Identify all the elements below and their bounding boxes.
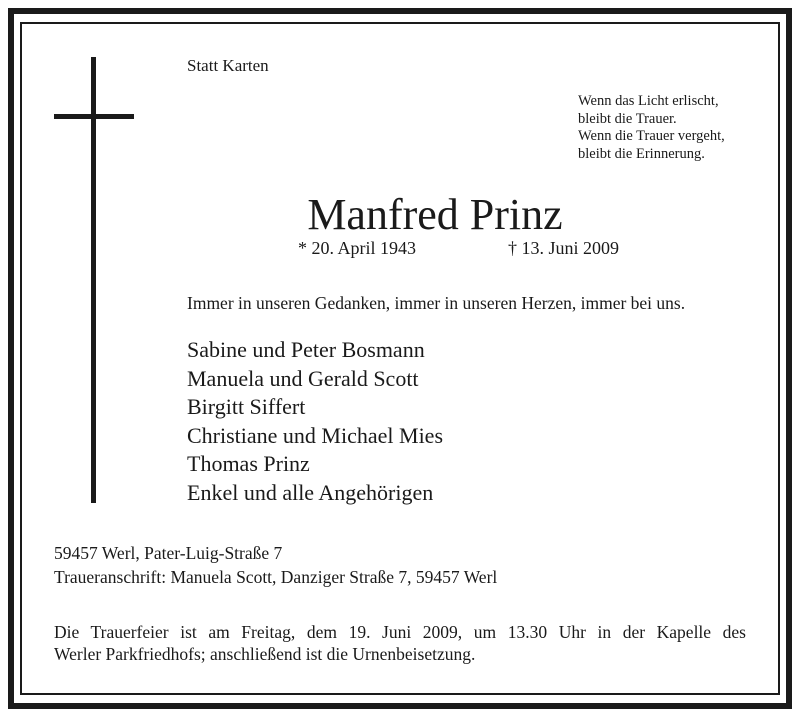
funeral-notice-line: Werler Parkfriedhofs; anschließend ist die Urnenbeisetzung. <box>54 644 476 664</box>
cross-horizontal-bar <box>54 114 134 119</box>
mourner-entry: Christiane und Michael Mies <box>187 422 444 448</box>
condolence-address: Traueranschrift: Manuela Scott, Danziger Straße 7, 59457 Werl <box>54 567 498 587</box>
mourner-entry: Birgitt Siffert <box>187 394 306 419</box>
address-block <box>54 541 497 589</box>
birth-date: * 20. April 1943 <box>298 238 417 258</box>
statt-karten-note: Statt Karten <box>187 56 269 75</box>
mourner-entry: Thomas Prinz <box>187 451 310 476</box>
poem <box>578 93 725 163</box>
memorial-motto: Immer in unseren Gedanken, immer in unseren Herzen, immer bei uns. <box>187 293 686 313</box>
mourner-entry: Manuela und Gerald Scott <box>187 365 419 391</box>
poem-line: bleibt die Trauer. <box>578 110 677 127</box>
poem-line: Wenn die Trauer vergeht, <box>578 128 725 144</box>
mourners-list <box>187 336 443 507</box>
poem-line: Wenn das Licht erlischt, <box>578 93 719 109</box>
death-date: † 13. Juni 2009 <box>508 238 620 258</box>
funeral-notice <box>54 621 746 665</box>
poem-line: bleibt die Erinnerung. <box>578 145 705 162</box>
funeral-notice-line: Die Trauerfeier ist am Freitag, dem 19. Juni 2009, um 13.30 Uhr in der Kapelle des <box>54 622 746 642</box>
deceased-name: Manfred Prinz <box>307 190 563 239</box>
home-address: 59457 Werl, Pater-Luig-Straße 7 <box>54 543 283 563</box>
mourner-entry: Sabine und Peter Bosmann <box>187 337 425 362</box>
mourner-entry: Enkel und alle Angehörigen <box>187 479 434 505</box>
cross-vertical-bar <box>91 57 96 503</box>
